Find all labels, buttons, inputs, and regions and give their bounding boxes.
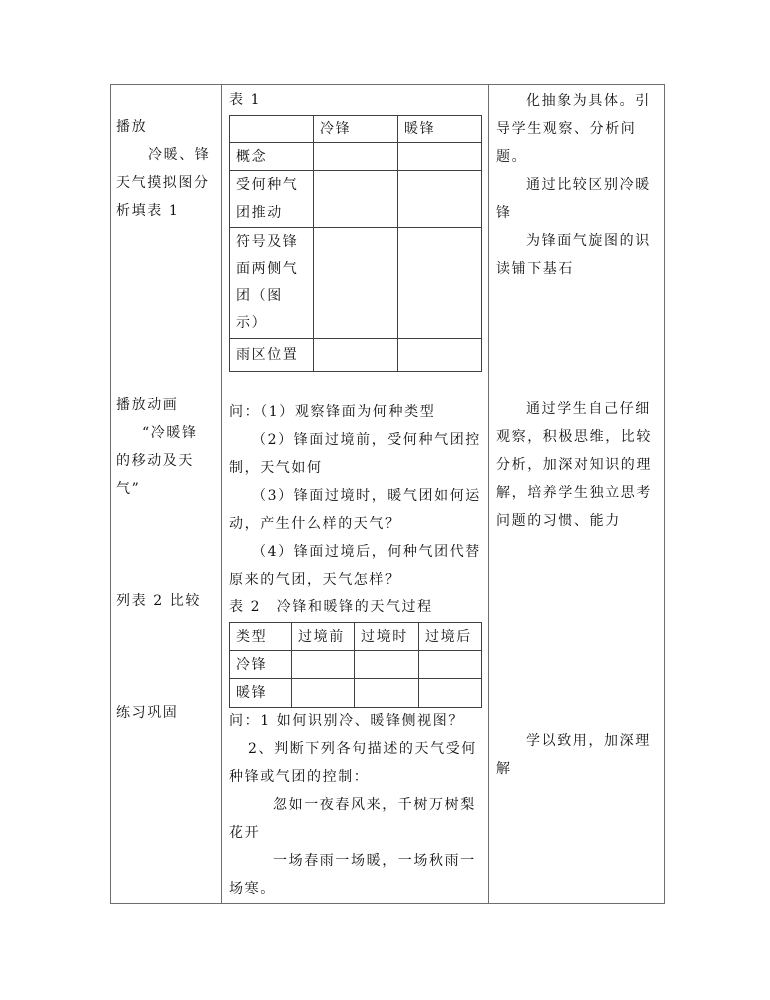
row-label-text: 示） — [236, 315, 268, 331]
intent-line: 通过学生自己仔细 — [526, 401, 651, 417]
header-text: 暖锋 — [404, 121, 436, 137]
empty-cell — [313, 338, 398, 372]
table2-caption: 表 2 冷锋和暖锋的天气过程 — [229, 599, 433, 615]
column-header-warm-front — [397, 115, 482, 143]
intent-line: 问题的习惯、能力 — [496, 513, 621, 529]
row-label-text: 受何种气 — [236, 177, 299, 193]
activity-line: 冷暖、锋 — [148, 147, 211, 163]
empty-cell — [418, 650, 482, 679]
column-header-during — [354, 622, 419, 651]
question-line: 原来的气团，天气怎样？ — [229, 572, 401, 588]
intent-line: 导学生观察、分析问 — [496, 121, 637, 137]
question-line: 动，产生什么样的天气？ — [229, 516, 401, 532]
table1-caption: 表 1 — [229, 92, 262, 108]
row-label-cold-front — [229, 650, 292, 679]
row-label-symbol — [229, 227, 314, 339]
header-text: 过境前 — [298, 628, 345, 645]
activity-line: 析填表 1 — [116, 203, 180, 219]
question-line: （4）锋面过境后，何种气团代替 — [252, 544, 481, 560]
intent-line: 题。 — [496, 149, 528, 165]
activity-line: 天气摸拟图分 — [116, 175, 210, 191]
intent-line: 为锋面气旋图的识 — [526, 233, 651, 249]
practice-activity: 练习巩固 — [116, 705, 179, 721]
row-label-air-mass — [229, 170, 314, 228]
column-header-cold-front — [313, 115, 398, 143]
question-line: （2）锋面过境前，受何种气团控 — [252, 432, 481, 448]
exercise-line: 忽如一夜春风来，千树万树梨 — [273, 797, 476, 813]
empty-cell — [397, 338, 482, 372]
intent-line: 观察，积极思维，比较 — [496, 429, 652, 445]
row-label-concept — [229, 142, 314, 171]
row-label-text: 面两侧气 — [236, 261, 299, 277]
row-label-rain-area — [229, 338, 314, 372]
empty-cell — [291, 650, 355, 679]
exercise-line: 种锋或气团的控制： — [229, 769, 370, 785]
column-header-before — [291, 622, 355, 651]
empty-cell — [229, 115, 314, 143]
compare-activity: 列表 2 比较 — [116, 593, 202, 609]
header-text: 冷锋 — [320, 121, 352, 137]
intent-line: 分析，加深对知识的理 — [496, 457, 652, 473]
empty-cell — [354, 678, 419, 708]
intent-line: 解 — [496, 761, 512, 777]
row-label-text: 雨区位置 — [236, 347, 299, 363]
column-header-after — [418, 622, 482, 651]
empty-cell — [313, 170, 398, 228]
row-label-text: 冷锋 — [236, 656, 268, 673]
question-line: 制，天气如何 — [229, 460, 323, 476]
header-text: 过境后 — [425, 628, 472, 645]
intent-line: 学以致用，加深理 — [526, 733, 651, 749]
empty-cell — [313, 142, 398, 171]
exercise-line: 2、判断下列各句描述的天气受何 — [248, 741, 477, 757]
row-label-text: 符号及锋 — [236, 234, 299, 250]
empty-cell — [418, 678, 482, 708]
exercise-line: 场寒。 — [229, 881, 276, 897]
intent-line: 通过比较区别冷暖 — [526, 177, 651, 193]
row-label-text: 暖锋 — [236, 685, 268, 701]
intent-line: 化抽象为具体。引 — [526, 93, 651, 109]
empty-cell — [313, 227, 398, 339]
empty-cell — [354, 650, 419, 679]
intent-line: 锋 — [496, 205, 512, 221]
empty-cell — [397, 142, 482, 171]
exercise-line: 一场春雨一场暖，一场秋雨一 — [273, 853, 476, 869]
empty-cell — [291, 678, 355, 708]
activity-line: 气” — [116, 481, 141, 497]
row-label-text: 概念 — [236, 148, 268, 165]
row-label-text: 团（图 — [236, 288, 283, 304]
empty-cell — [397, 227, 482, 339]
header-text: 类型 — [236, 628, 268, 645]
intent-line: 读铺下基石 — [496, 261, 574, 277]
column-header-type — [229, 622, 292, 651]
activity-line: 的移动及天 — [116, 453, 194, 469]
exercise-line: 问：1 如何识别冷、暖锋侧视图？ — [229, 713, 464, 729]
question-line: （3）锋面过境时，暖气团如何运 — [252, 488, 481, 504]
intent-line: 解，培养学生独立思考 — [496, 485, 652, 501]
activity-line: 播放动画 — [116, 397, 179, 413]
empty-cell — [397, 170, 482, 228]
activity-line: “冷暖锋 — [142, 425, 198, 441]
header-text: 过境时 — [361, 628, 408, 645]
row-label-text: 团推动 — [236, 205, 283, 221]
question-line: 问：（1）观察锋面为何种类型 — [229, 404, 436, 420]
row-label-warm-front — [229, 678, 292, 708]
exercise-line: 花开 — [229, 825, 261, 841]
activity-line: 播放 — [116, 119, 148, 135]
